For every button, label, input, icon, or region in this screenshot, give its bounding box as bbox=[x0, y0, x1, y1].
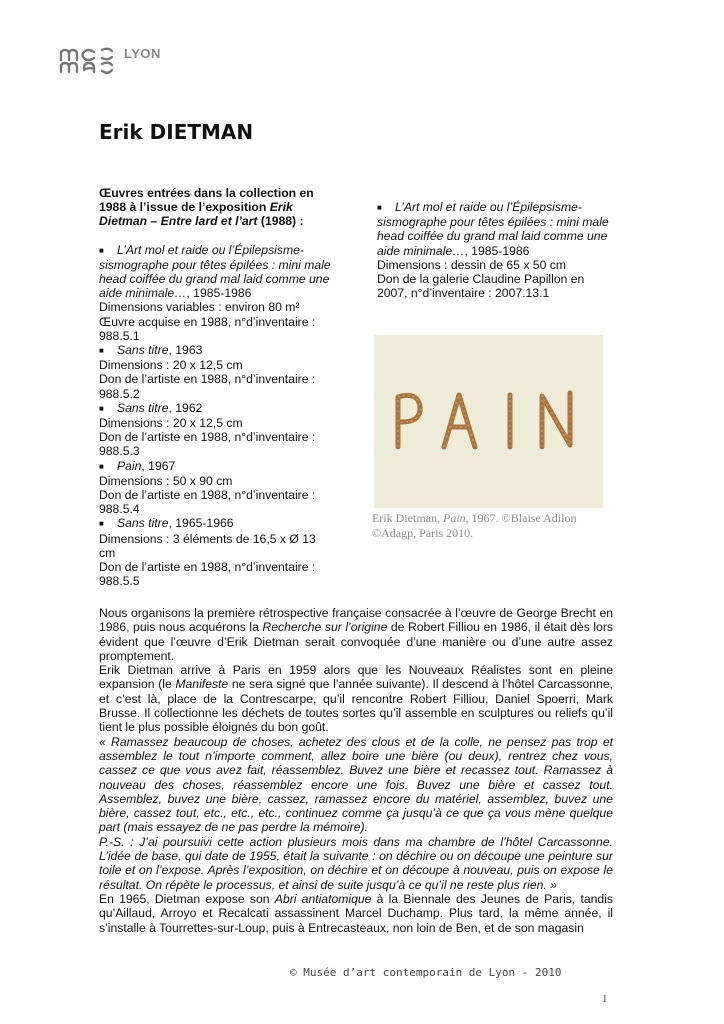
artwork-dimensions: Dimensions : 20 x 12,5 cm bbox=[99, 416, 243, 431]
artwork-title: Sans titre bbox=[117, 516, 169, 531]
artwork-date: , 1985-1986 bbox=[186, 286, 252, 301]
quote bbox=[99, 735, 613, 835]
photo-caption bbox=[372, 511, 612, 541]
artwork-reference: Abri antiatomique bbox=[274, 891, 372, 906]
bullet-icon: ■ bbox=[99, 403, 104, 413]
artwork-photo bbox=[374, 335, 603, 508]
artwork-date: , 1985-1986 bbox=[464, 243, 530, 258]
bullet-icon: ■ bbox=[99, 461, 104, 471]
paragraph-text: ne sera signé que l’année suivante). Il descend à l’hôtel Carcassonne, et c’est là, place de la Contrescarpe, qu’il rencontre Robert Filliou, Daniel Spoerri, Mark Brusse. Il collectionne les déchets de toutes sortes qu’il assemble en sculptures ou reliefs qu’il tient le plus possible éloignés du bon goût. bbox=[99, 677, 613, 735]
paragraph bbox=[99, 892, 613, 935]
work-reference: Manifeste bbox=[175, 677, 229, 692]
paragraph-text: En 1965, Dietman expose son bbox=[99, 891, 275, 906]
intro-text-end: (1988) : bbox=[257, 214, 304, 229]
bullet-icon: ■ bbox=[377, 203, 382, 212]
bullet-icon: ■ bbox=[99, 346, 104, 356]
artwork-date: , 1967 bbox=[141, 458, 176, 473]
artwork-acquisition: Don de l’artiste en 1988, n°d’inventaire : 988.5.5 bbox=[99, 560, 316, 589]
artwork-title: Pain bbox=[117, 458, 142, 473]
artwork-acquisition: Don de la galerie Claudine Papillon en 2007, n°d’inventaire : 2007.13.1 bbox=[377, 272, 585, 301]
right-column bbox=[377, 200, 613, 300]
artwork-title: L’Art mol et raide ou l’Épilepsisme-sismographe pour têtes épilées : mini male head coiffée du grand mal laid comme une aide minimale… bbox=[99, 242, 331, 301]
artwork-acquisition: Don de l’artiste en 1988, n°d’inventaire : 988.5.2 bbox=[99, 372, 316, 401]
artwork-item bbox=[99, 343, 331, 401]
artwork-title: Sans titre bbox=[117, 400, 169, 415]
paragraph-text: de Robert Filliou en 1986, il était dès lors évident que l’œuvre d’Erik Dietman serait convoquée d’une manière ou d’une autre assez promptement. bbox=[99, 620, 613, 663]
exhibition-title: Erik Dietman – Entre lard et l’art bbox=[99, 200, 293, 229]
collection-intro bbox=[99, 186, 331, 229]
bullet-icon: ■ bbox=[99, 245, 104, 255]
artwork-dimensions: Dimensions : 50 x 90 cm bbox=[99, 473, 233, 488]
footer-copyright: © Musée d’art contemporain de Lyon - 2010 bbox=[290, 966, 562, 979]
page-number: 1 bbox=[602, 993, 608, 1005]
pain-artwork-image bbox=[374, 335, 603, 508]
body-text bbox=[99, 606, 613, 935]
page-title: Erik DIETMAN bbox=[99, 120, 254, 144]
quote-text: P.-S. : J’ai poursuivi cette action plusieurs mois dans ma chambre de l’hôtel Carcassonne. L’idée de base, qui date de 1955, était la suivante : on déchire ou on découpe une peinture sur toile et on l’expose. Après l’exposition, on déchire et on découpe à nouveau, puis on expose le résultat. On répète le processus, et ainsi de suite jusqu’à ce qu’il ne reste plus rien. » bbox=[99, 834, 613, 892]
artwork-dimensions: Dimensions : 20 x 12,5 cm bbox=[99, 358, 243, 373]
mac-lyon-logo bbox=[58, 44, 161, 80]
artwork-item bbox=[99, 516, 331, 588]
artwork-item bbox=[99, 401, 331, 459]
artwork-item bbox=[99, 243, 331, 343]
left-column bbox=[99, 186, 331, 588]
logo-city: LYON bbox=[124, 46, 161, 61]
paragraph bbox=[99, 663, 613, 734]
artwork-date: , 1962 bbox=[168, 400, 203, 415]
bullet-icon: ■ bbox=[99, 519, 104, 529]
paragraph-text: à la Biennale des Jeunes de Paris, tandis qu’Aillaud, Arroyo et Recalcati assassinent Marcel Duchamp. Plus tard, la même année, il s’installe à Tourrettes-sur-Loup, puis à Entrecasteaux, non loin de Ben, et de son magasin bbox=[99, 891, 613, 935]
caption-artwork-title: Pain bbox=[442, 511, 466, 525]
paragraph-text: Erik Dietman arrive à Paris en 1959 alors que les Nouveaux Réalistes sont en pleine expansion (le bbox=[99, 663, 613, 692]
artwork-dimensions: Dimensions : 3 éléments de 16,5 x Ø 13 cm bbox=[99, 531, 316, 560]
artwork-item bbox=[377, 200, 613, 300]
artwork-title: L’Art mol et raide ou l’Épilepsisme-sismographe pour têtes épilées : mini male head coiffée du grand mal laid comme une aide minimale… bbox=[377, 200, 609, 258]
artwork-date: , 1963 bbox=[168, 343, 203, 358]
quote-text: « Ramassez beaucoup de choses, achetez des clous et de la colle, ne pensez pas trop et assemblez le tout n’importe comment, allez boire une bière (ou deux), rentrez chez vous, cassez ce que vous avez fait, réassemblez. Buvez une bière et recassez tout. Ramassez à nouveau des choses, réassemblez encore une fois. Buvez une bière et cassez tout. Assemblez, buvez une bière, cassez, ramassez encore du matériel, assemblez, buvez une bière, cassez tout, etc., etc., etc., continuez comme ça jusqu’à ce que ça vous mène quelque part (mais essayez de ne pas perdre la mémoire). bbox=[99, 734, 613, 835]
intro-text: Œuvres entrées dans la collection en 1988 à l’issue de l’exposition bbox=[99, 186, 314, 215]
artwork-title: Sans titre bbox=[117, 343, 169, 358]
paragraph-text: Nous organisons la première rétrospective française consacrée à l’œuvre de George Brecht en 1986, puis nous acquérons la bbox=[99, 606, 613, 635]
artwork-acquisition: Don de l’artiste en 1988, n°d’inventaire : 988.5.3 bbox=[99, 430, 316, 459]
artwork-date: , 1965-1966 bbox=[168, 516, 234, 531]
mac-logo-icon bbox=[58, 44, 120, 80]
artwork-acquisition: Œuvre acquise en 1988, n°d’inventaire : 988.5.1 bbox=[99, 314, 316, 343]
quote bbox=[99, 835, 613, 892]
caption-credits: , 1967. ©Blaise Adilon ©Adagp, Paris 2010. bbox=[372, 511, 577, 540]
paragraph bbox=[99, 606, 613, 663]
artwork-item bbox=[99, 459, 331, 517]
artwork-dimensions: Dimensions : dessin de 65 x 50 cm bbox=[377, 257, 566, 272]
artwork-dimensions: Dimensions variables : environ 80 m² bbox=[99, 300, 300, 315]
artwork-acquisition: Don de l’artiste en 1988, n°d’inventaire : 988.5.4 bbox=[99, 488, 316, 517]
artwork-reference: Recherche sur l’origine bbox=[262, 620, 388, 635]
caption-text: Erik Dietman, bbox=[372, 511, 443, 525]
